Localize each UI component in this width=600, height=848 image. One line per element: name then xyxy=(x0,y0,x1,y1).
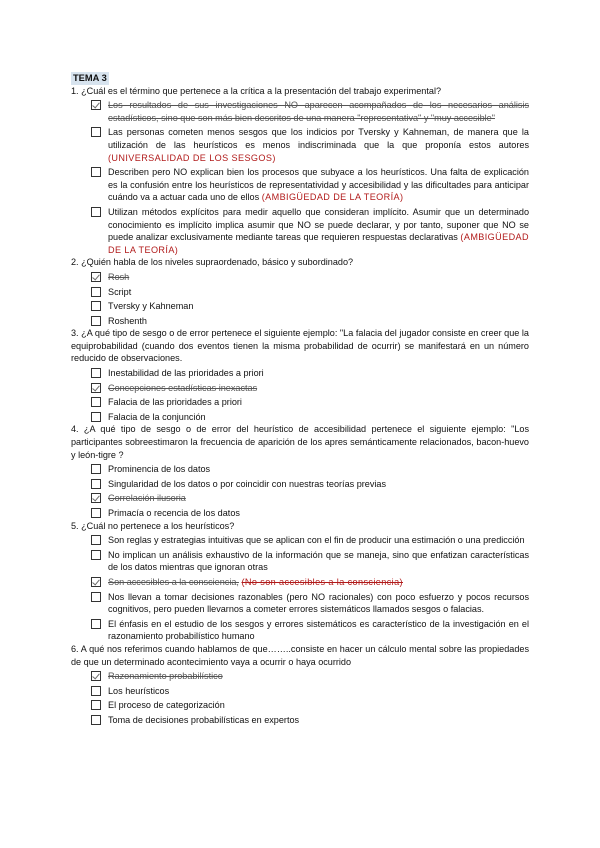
option-text: Los resultados de sus investigaciones NO aparecen acompañados de los necesarios análisis estadísticos, sino que son más bien descritos de una manera "representativa" y "muy accesible" xyxy=(108,100,529,123)
question-text: 4. ¿A qué tipo de sesgo o de error del heurístico de accesibilidad pertenece el siguiente ejemplo: "Los participantes sobreestimaron la frecuencia de aparición de los apres semánticamente relacionados, bacon-huevo y león-tigre ? xyxy=(71,424,529,460)
option-text: El énfasis en el estudio de los sesgos y errores sistemáticos es característico de la investigación en el razonamiento probabilístico humano xyxy=(108,618,529,642)
answer-option[interactable] xyxy=(71,396,529,409)
checked-checkbox-icon[interactable] xyxy=(91,577,101,587)
checkbox-icon[interactable] xyxy=(91,464,101,474)
option-text: Roshenth xyxy=(108,315,147,326)
option-text: Las personas cometen menos sesgos que los indicios por Tversky y Kahneman, de manera que la utilización de las heurísticos es menos indiscriminada que la que proponía estos autores xyxy=(108,127,529,150)
answer-option[interactable] xyxy=(71,591,529,616)
answer-option[interactable] xyxy=(71,534,529,547)
checkbox-icon[interactable] xyxy=(91,412,101,422)
option-text: Utilizan métodos explícitos para medir aquello que consideran implícito. Asumir que un determinado conocimiento es implícito implica asumir que NO se puede declarar, y por tanto, suponer que NO se puede analizar exclusivamente mediante tareas que requieren respuestas declarativas xyxy=(108,206,529,243)
checkbox-icon[interactable] xyxy=(91,127,101,137)
option-text: Son reglas y estrategias intuitivas que se aplican con el fin de producir una estimación o una predicción xyxy=(108,535,525,546)
option-text: Prominencia de los datos xyxy=(108,464,211,475)
option-text: Son accesibles a la consciencia, xyxy=(108,576,239,587)
section-title: TEMA 3 xyxy=(73,73,107,83)
question-text: 2. ¿Quién habla de los niveles supraordenado, básico y subordinado? xyxy=(71,257,354,268)
option-text: Tversky y Kahneman xyxy=(108,301,194,312)
option-text: Concepciones estadísticas inexactas xyxy=(108,382,258,393)
option-text: Falacia de la conjunción xyxy=(108,411,206,422)
checkbox-icon[interactable] xyxy=(91,301,101,311)
checkbox-icon[interactable] xyxy=(91,686,101,696)
checkbox-icon[interactable] xyxy=(91,508,101,518)
answer-option[interactable] xyxy=(71,714,529,727)
answer-option[interactable] xyxy=(71,463,529,476)
checkbox-icon[interactable] xyxy=(91,535,101,545)
answer-option[interactable] xyxy=(71,670,529,683)
question-list xyxy=(71,85,529,727)
option-text: No implican un análisis exhaustivo de la información que se maneja, sino que enfatizan características de los datos mientras que ignoran otras xyxy=(108,549,529,573)
option-note: (AMBIGÜEDAD DE LA TEORÍA) xyxy=(261,192,404,203)
answer-option[interactable] xyxy=(71,126,529,164)
checkbox-icon[interactable] xyxy=(91,316,101,326)
checkbox-icon[interactable] xyxy=(91,592,101,602)
answer-option[interactable] xyxy=(71,382,529,395)
option-text: Falacia de las prioridades a priori xyxy=(108,397,242,408)
checked-checkbox-icon[interactable] xyxy=(91,383,101,393)
answer-option[interactable] xyxy=(71,271,529,284)
answer-option[interactable] xyxy=(71,618,529,643)
checkbox-icon[interactable] xyxy=(91,619,101,629)
answer-option[interactable] xyxy=(71,492,529,505)
answer-option[interactable] xyxy=(71,300,529,313)
checkbox-icon[interactable] xyxy=(91,715,101,725)
question-text: 6. A qué nos referimos cuando hablamos de que……..consiste en hacer un cálculo mental sobre las propiedades de que un determinado acontecimiento vaya a ocurrir o haya ocurrido xyxy=(71,643,529,667)
question-block xyxy=(71,256,529,327)
checked-checkbox-icon[interactable] xyxy=(91,100,101,110)
answer-option[interactable] xyxy=(71,315,529,328)
question-block xyxy=(71,85,529,257)
question-block xyxy=(71,327,529,423)
checkbox-icon[interactable] xyxy=(91,479,101,489)
answer-option[interactable] xyxy=(71,699,529,712)
option-text: Rosh xyxy=(108,271,130,282)
checkbox-icon[interactable] xyxy=(91,397,101,407)
option-text: Primacía o recencia de los datos xyxy=(108,508,240,518)
answer-option[interactable] xyxy=(71,478,529,491)
answer-option[interactable] xyxy=(71,576,529,589)
answer-option[interactable] xyxy=(71,549,529,574)
checkbox-icon[interactable] xyxy=(91,550,101,560)
answer-option[interactable] xyxy=(71,507,529,520)
document-page xyxy=(71,72,529,727)
question-text: 3. ¿A qué tipo de sesgo o de error pertenece el siguiente ejemplo: "La falacia del jugador consiste en creer que la equiprobabilidad (cuando dos eventos tienen la misma probabilidad de ocurrir) se manifestará en un número reducido de observaciones. xyxy=(71,328,529,364)
answer-option[interactable] xyxy=(71,685,529,698)
answer-option[interactable] xyxy=(71,206,529,256)
option-text: Singularidad de los datos o por coincidir con nuestras teorías previas xyxy=(108,478,387,489)
checked-checkbox-icon[interactable] xyxy=(91,272,101,282)
checkbox-icon[interactable] xyxy=(91,287,101,297)
checked-checkbox-icon[interactable] xyxy=(91,671,101,681)
answer-option[interactable] xyxy=(71,367,529,380)
option-text: El proceso de categorización xyxy=(108,700,225,711)
option-note: (No son accesibles a la consciencia) xyxy=(241,576,403,587)
question-block xyxy=(71,643,529,727)
option-text: Inestabilidad de las prioridades a priori xyxy=(108,368,264,379)
checked-checkbox-icon[interactable] xyxy=(91,493,101,503)
option-text: Describen pero NO explican bien los procesos que subyace a los heurísticos. Una falta de explicación es la confusión entre los heurísticos de representatividad y accesibilidad y las dificultades para anticipar cuándo va a actuar cada uno de ellos xyxy=(108,167,529,203)
option-note: (UNIVERSALIDAD DE LOS SESGOS) xyxy=(108,152,276,163)
answer-option[interactable] xyxy=(71,99,529,124)
option-text: Nos llevan a tomar decisiones razonables (pero NO racionales) con poco esfuerzo y pocos recursos cognitivos, pero pueden llevarnos a cometer errores sistemáticos llamados sesgos o falacias. xyxy=(108,591,529,615)
question-block xyxy=(71,423,529,519)
question-text: 5. ¿Cuál no pertenece a los heurísticos? xyxy=(71,520,235,531)
question-text: 1. ¿Cuál es el término que pertenece a la crítica a la presentación del trabajo experimental? xyxy=(71,85,442,96)
answer-option[interactable] xyxy=(71,411,529,424)
question-block xyxy=(71,520,529,643)
option-text: Los heurísticos xyxy=(108,685,170,696)
option-text: Script xyxy=(108,286,132,297)
checkbox-icon[interactable] xyxy=(91,368,101,378)
answer-option[interactable] xyxy=(71,166,529,204)
answer-option[interactable] xyxy=(71,286,529,299)
checkbox-icon[interactable] xyxy=(91,167,101,177)
option-text: Correlación ilusoria xyxy=(108,493,186,504)
option-text: Toma de decisiones probabilísticas en expertos xyxy=(108,714,300,725)
checkbox-icon[interactable] xyxy=(91,207,101,217)
checkbox-icon[interactable] xyxy=(91,700,101,710)
option-text: Razonamiento probabilístico xyxy=(108,671,223,682)
option-note: (AMBIGÜEDAD DE LA TEORÍA) xyxy=(108,232,529,255)
